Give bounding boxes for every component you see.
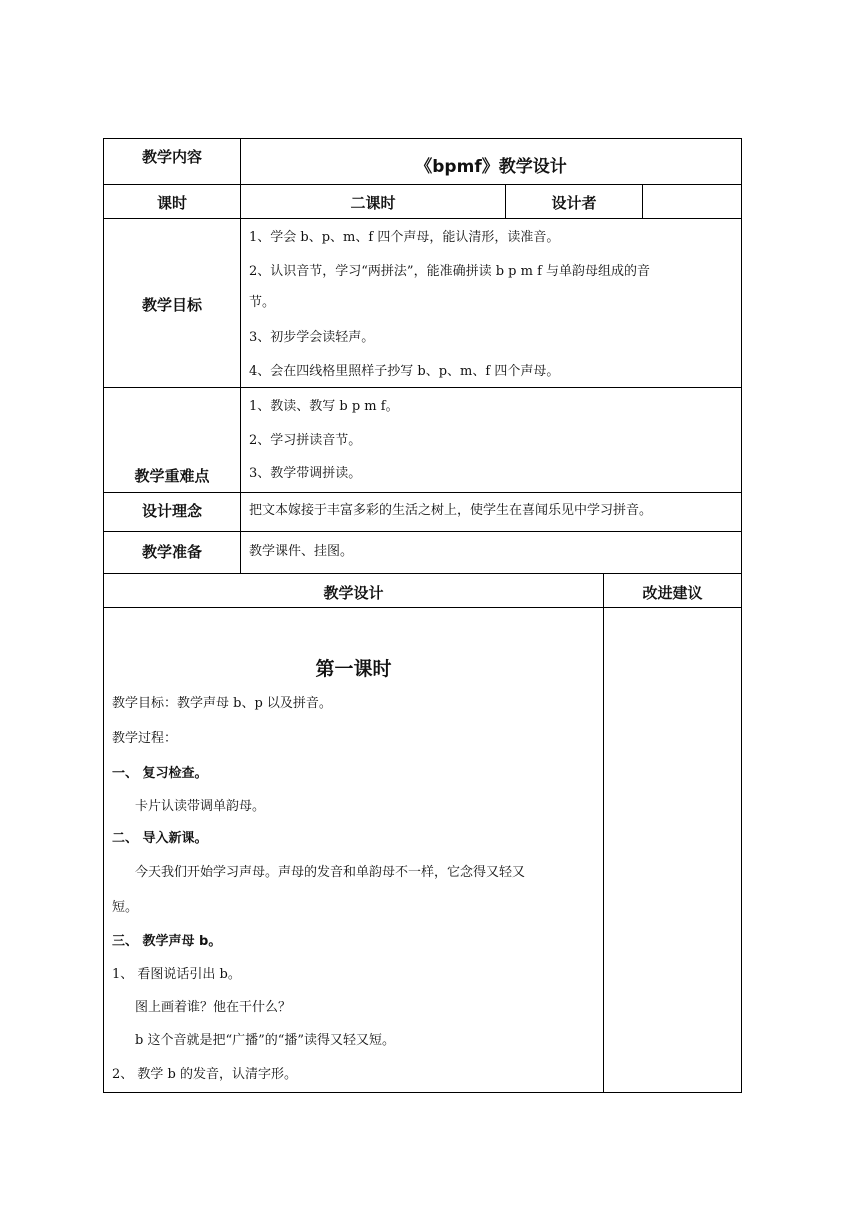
designer-label: 设计者: [551, 194, 597, 212]
design-line: 今天我们开始学习声母。声母的发音和单韵母不一样，它念得又轻又: [135, 865, 526, 880]
concept-text: 把文本嫁接于丰富多彩的生活之树上，使学生在喜闻乐见中学习拼音。: [249, 503, 653, 518]
design-line: 卡片认读带调单韵母。: [135, 799, 266, 814]
preparation-label: 教学准备: [141, 543, 202, 561]
design-line: 短。: [112, 900, 139, 915]
design-line: 1、 看图说话引出 b。: [112, 967, 241, 982]
objective-item: 节。: [249, 295, 276, 310]
preparation-text: 教学课件、挂图。: [249, 544, 354, 559]
key-point-item: 2、学习拼读音节。: [249, 433, 362, 448]
objective-item: 4、会在四线格里照样子抄写 b、p、m、f 四个声母。: [249, 364, 560, 379]
design-section-heading: 三、 教学声母 b。: [112, 934, 222, 949]
design-section-heading: 二、 导入新课。: [112, 831, 208, 846]
period-label: 课时: [156, 194, 187, 212]
key-point-item: 3、教学带调拼读。: [249, 466, 362, 481]
suggestion-label: 改进建议: [642, 584, 703, 602]
objective-item: 3、初步学会读轻声。: [249, 330, 375, 345]
content-label: 教学内容: [141, 148, 202, 166]
objective-item: 2、认识音节，学习“两拼法”，能准确拼读 b p m f 与单韵母组成的音: [249, 264, 651, 279]
design-section-heading: 一、 复习检查。: [112, 766, 208, 781]
concept-label: 设计理念: [141, 502, 202, 520]
objective-item: 1、学会 b、p、m、f 四个声母，能认清形，读准音。: [249, 230, 560, 245]
design-label: 教学设计: [323, 584, 384, 602]
objectives-label: 教学目标: [141, 296, 202, 314]
design-line: 图上画着谁？他在干什么？: [135, 1000, 292, 1015]
design-line: b 这个音就是把“广播”的“播”读得又轻又短。: [135, 1033, 396, 1048]
document-title: 《bpmf》教学设计: [415, 157, 567, 177]
design-line: 教学目标：教学声母 b、p 以及拼音。: [112, 696, 332, 711]
design-line: 2、 教学 b 的发音，认清字形。: [112, 1067, 297, 1082]
design-line: 教学过程：: [112, 731, 178, 746]
lesson-title: 第一课时: [315, 658, 392, 680]
period-value: 二课时: [350, 194, 396, 212]
key-point-item: 1、教读、教写 b p m f。: [249, 399, 399, 414]
key-points-label: 教学重难点: [134, 467, 210, 485]
